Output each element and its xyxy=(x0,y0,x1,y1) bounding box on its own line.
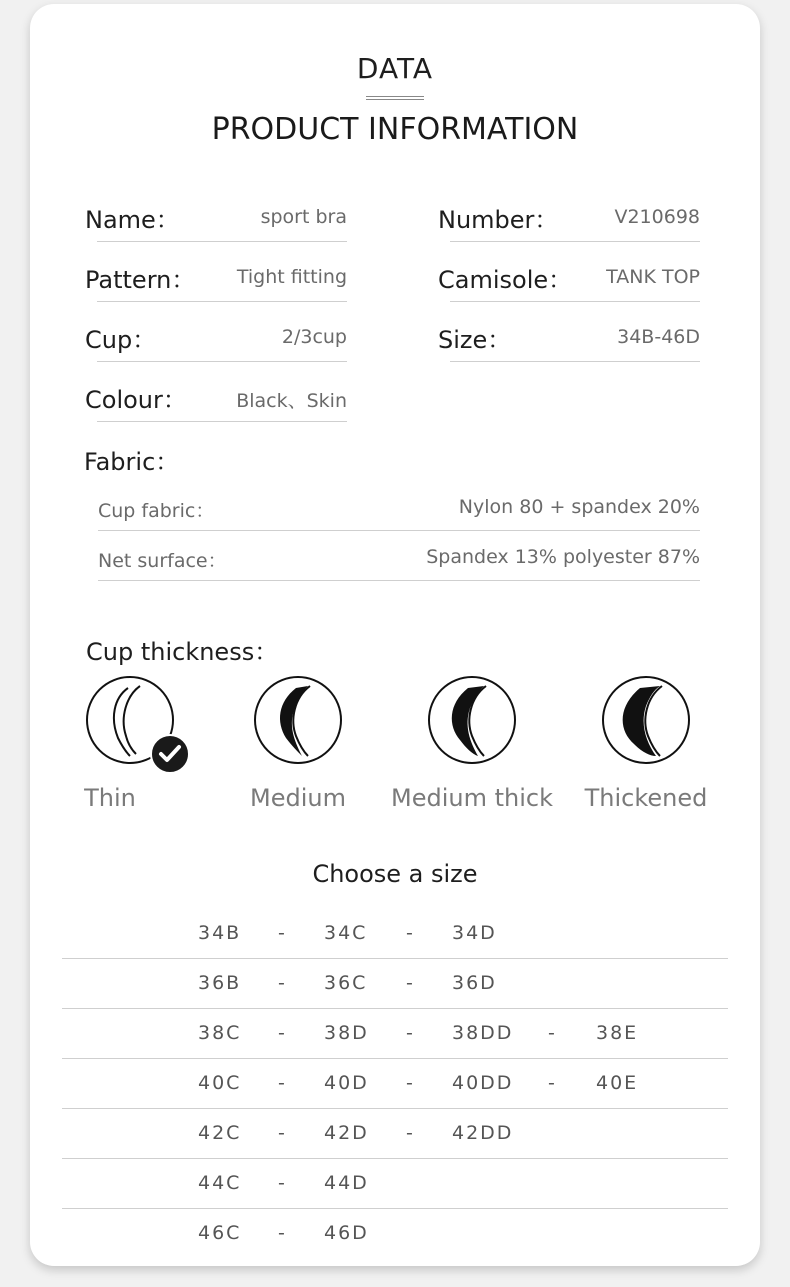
size-value: 42C xyxy=(198,1122,242,1144)
thickness-option-medium[interactable] xyxy=(208,676,388,826)
fabric-row xyxy=(98,480,700,531)
size-value: 40C xyxy=(198,1072,242,1094)
size-value: 34D xyxy=(452,922,497,944)
selected-check-icon xyxy=(150,734,190,774)
size-separator: - xyxy=(278,1072,287,1094)
field-divider xyxy=(97,241,347,242)
field-size-value: 34B-46D xyxy=(617,326,700,348)
product-info-card xyxy=(30,4,760,1266)
size-value: 36C xyxy=(324,972,368,994)
field-pattern-value: Tight fitting xyxy=(236,266,347,288)
size-chart-title: Choose a size xyxy=(312,860,478,888)
size-value: 38DD xyxy=(452,1022,514,1044)
field-camisole-label: Camisole： xyxy=(438,266,573,294)
fabric-row-key: Net surface： xyxy=(98,550,227,572)
size-value: 44D xyxy=(324,1172,369,1194)
size-value: 40E xyxy=(596,1072,639,1094)
field-divider xyxy=(450,361,700,362)
size-value: 42DD xyxy=(452,1122,514,1144)
section-label: DATA xyxy=(356,52,434,85)
size-separator: - xyxy=(406,922,415,944)
field-pattern-label: Pattern： xyxy=(85,266,196,294)
field-colour-label: Colour： xyxy=(85,386,187,414)
field-divider xyxy=(450,301,700,302)
size-value: 36D xyxy=(452,972,497,994)
header-divider xyxy=(366,96,424,100)
size-separator: - xyxy=(278,972,287,994)
size-value: 38E xyxy=(596,1022,639,1044)
field-cup-value: 2/3cup xyxy=(281,326,347,348)
field-number xyxy=(438,194,700,238)
field-divider xyxy=(450,241,700,242)
field-divider xyxy=(97,421,347,422)
size-separator: - xyxy=(278,1122,287,1144)
field-name-label: Name： xyxy=(85,206,180,234)
cup-thickness-title: Cup thickness： xyxy=(86,638,279,666)
field-cup-label: Cup： xyxy=(85,326,157,354)
thickness-option-label: Medium xyxy=(250,784,346,812)
size-row xyxy=(62,908,728,959)
thickness-option-medium-thick[interactable] xyxy=(382,676,562,826)
fabric-row-value: Nylon 80 + spandex 20% xyxy=(458,496,700,518)
size-separator: - xyxy=(548,1022,557,1044)
field-name-value: sport bra xyxy=(260,206,347,228)
size-separator: - xyxy=(278,1222,287,1244)
thickness-option-label: Thickened xyxy=(584,784,708,812)
size-value: 46D xyxy=(324,1222,369,1244)
size-row xyxy=(62,1008,728,1059)
size-row xyxy=(62,1058,728,1109)
field-number-value: V210698 xyxy=(614,206,700,228)
field-divider xyxy=(97,361,347,362)
fabric-row-value: Spandex 13% polyester 87% xyxy=(426,546,700,568)
size-value: 42D xyxy=(324,1122,369,1144)
field-colour xyxy=(85,374,347,418)
size-value: 38C xyxy=(198,1022,242,1044)
size-separator: - xyxy=(548,1072,557,1094)
size-value: 34C xyxy=(324,922,368,944)
size-value: 46C xyxy=(198,1222,242,1244)
field-divider xyxy=(97,301,347,302)
thickness-option-thin[interactable] xyxy=(40,676,220,826)
size-separator: - xyxy=(406,1022,415,1044)
medium-thick-cup-icon xyxy=(428,676,516,764)
field-number-label: Number： xyxy=(438,206,559,234)
size-row xyxy=(62,1108,728,1159)
fabric-row-key: Cup fabric： xyxy=(98,500,215,522)
size-separator: - xyxy=(406,1122,415,1144)
medium-cup-icon xyxy=(254,676,342,764)
thickness-option-thickened[interactable] xyxy=(556,676,736,826)
thickness-option-label: Thin xyxy=(84,784,136,812)
thickened-cup-icon xyxy=(602,676,690,764)
size-value: 38D xyxy=(324,1022,369,1044)
size-separator: - xyxy=(278,1022,287,1044)
thickness-option-label: Medium thick xyxy=(391,784,553,812)
size-separator: - xyxy=(278,922,287,944)
size-value: 40D xyxy=(324,1072,369,1094)
field-camisole-value: TANK TOP xyxy=(606,266,700,288)
field-pattern xyxy=(85,254,347,298)
fabric-row xyxy=(98,530,700,581)
fabric-label: Fabric： xyxy=(84,448,180,476)
field-camisole xyxy=(438,254,700,298)
size-value: 40DD xyxy=(452,1072,514,1094)
field-size xyxy=(438,314,700,358)
size-value: 36B xyxy=(198,972,242,994)
size-value: 34B xyxy=(198,922,242,944)
size-separator: - xyxy=(278,1172,287,1194)
size-separator: - xyxy=(406,1072,415,1094)
page-title: PRODUCT INFORMATION xyxy=(211,112,579,147)
field-size-label: Size： xyxy=(438,326,512,354)
size-row xyxy=(62,958,728,1009)
size-value: 44C xyxy=(198,1172,242,1194)
size-separator: - xyxy=(406,972,415,994)
field-name xyxy=(85,194,347,238)
size-row xyxy=(62,1158,728,1209)
field-colour-value: Black、Skin xyxy=(236,390,347,412)
field-cup xyxy=(85,314,347,358)
size-row xyxy=(62,1208,728,1258)
